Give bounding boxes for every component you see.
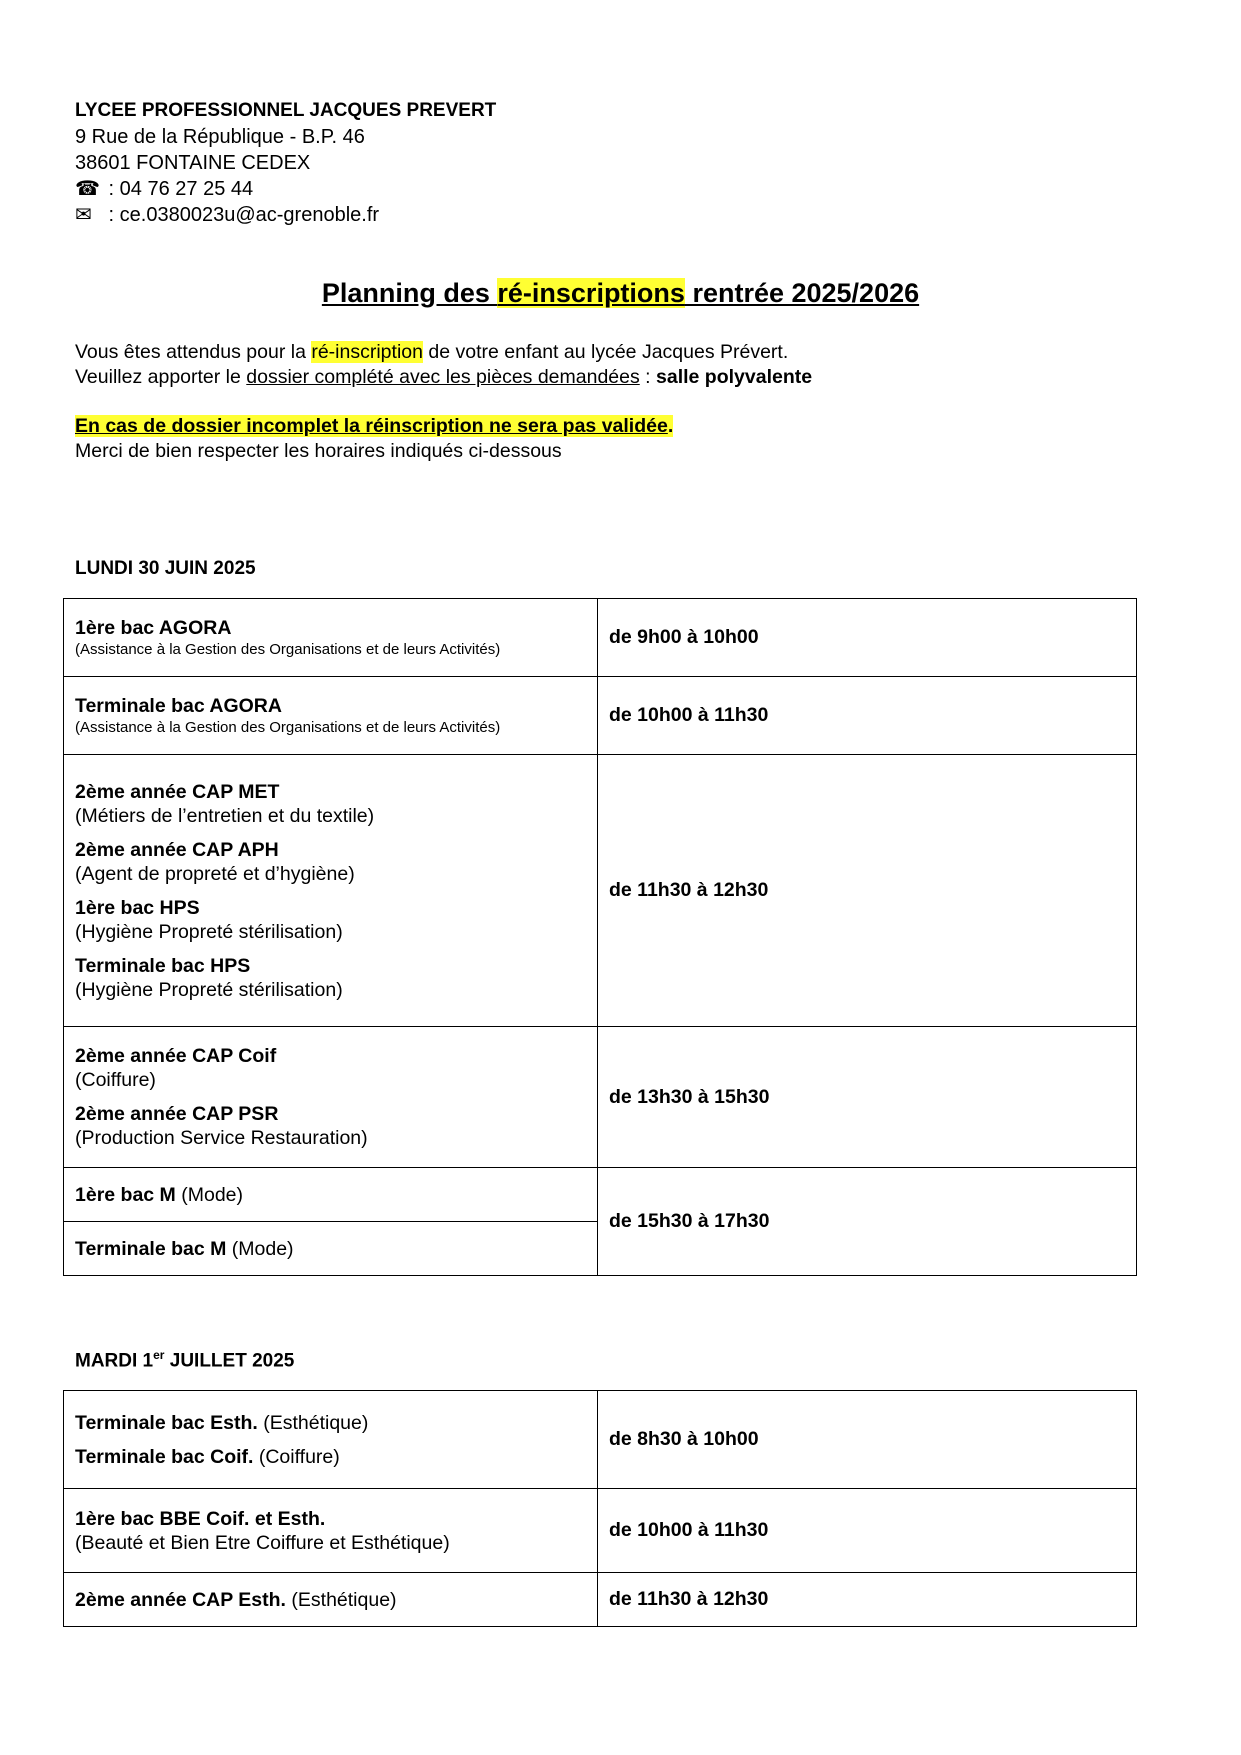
day1-heading: LUNDI 30 JUIN 2025 [75,558,256,579]
time-cell: de 13h30 à 15h30 [598,1027,1137,1168]
instruction-line: Merci de bien respecter les horaires indiqués ci-dessous [75,440,562,462]
school-address-line2: 38601 FONTAINE CEDEX [75,152,311,174]
time-cell: de 11h30 à 12h30 [598,755,1137,1027]
class-cell: 1ère bac M (Mode) [64,1168,598,1222]
time-cell: de 10h00 à 11h30 [598,1489,1137,1573]
table-row [64,1027,1137,1168]
warning-line: En cas de dossier incomplet la réinscription ne sera pas validée. [75,415,674,437]
time-cell: de 8h30 à 10h00 [598,1391,1137,1489]
class-cell: 2ème année CAP Coif (Coiffure) 2ème année CAP PSR (Production Service Restauration) [64,1027,598,1168]
intro-line1: Vous êtes attendus pour la ré-inscription de votre enfant au lycée Jacques Prévert. [75,341,789,363]
table-row [64,599,1137,677]
class-cell: 1ère bac BBE Coif. et Esth. (Beauté et Bien Etre Coiffure et Esthétique) [64,1489,598,1573]
table-row [64,1168,1137,1222]
class-cell: Terminale bac M (Mode) [64,1222,598,1276]
phone-icon: ☎ [75,178,100,200]
school-phone: ☎ : 04 76 27 25 44 [75,178,254,200]
class-cell: Terminale bac AGORA (Assistance à la Gestion des Organisations et de leurs Activités) [64,677,598,755]
table-row [64,1489,1137,1573]
school-address-line1: 9 Rue de la République - B.P. 46 [75,126,365,148]
table-row [64,677,1137,755]
intro-line2: Veuillez apporter le dossier complété avec les pièces demandées : salle polyvalente [75,366,813,388]
title-highlight: ré-inscriptions [497,278,685,308]
time-cell: de 11h30 à 12h30 [598,1573,1137,1627]
mail-icon: ✉ [75,204,92,226]
class-cell: 1ère bac AGORA (Assistance à la Gestion des Organisations et de leurs Activités) [64,599,598,677]
day2-schedule-table [63,1390,1137,1627]
school-header [75,98,496,228]
intro-text [75,340,812,390]
time-cell: de 10h00 à 11h30 [598,677,1137,755]
page-title: Planning des ré-inscriptions rentrée 2025/2026 [321,278,920,308]
class-cell: 2ème année CAP MET (Métiers de l’entretien et du textile) 2ème année CAP APH (Agent de propreté et d’hygiène) 1ère bac HPS (Hygiène Propreté stérilisation) Terminale bac HPS (Hygiène Propreté stérilisation) [64,755,598,1027]
school-email: ✉ : ce.0380023u@ac-grenoble.fr [75,204,380,226]
time-cell: de 9h00 à 10h00 [598,599,1137,677]
table-row [64,1391,1137,1489]
class-cell: Terminale bac Esth. (Esthétique) Terminale bac Coif. (Coiffure) [64,1391,598,1489]
school-name: LYCEE PROFESSIONNEL JACQUES PREVERT [75,100,497,121]
class-cell: 2ème année CAP Esth. (Esthétique) [64,1573,598,1627]
table-row [64,755,1137,1027]
warning-text [75,414,673,464]
table-row [64,1573,1137,1627]
time-cell: de 15h30 à 17h30 [598,1168,1137,1276]
day2-heading: MARDI 1er JUILLET 2025 [75,1348,295,1372]
day1-schedule-table [63,598,1137,1276]
